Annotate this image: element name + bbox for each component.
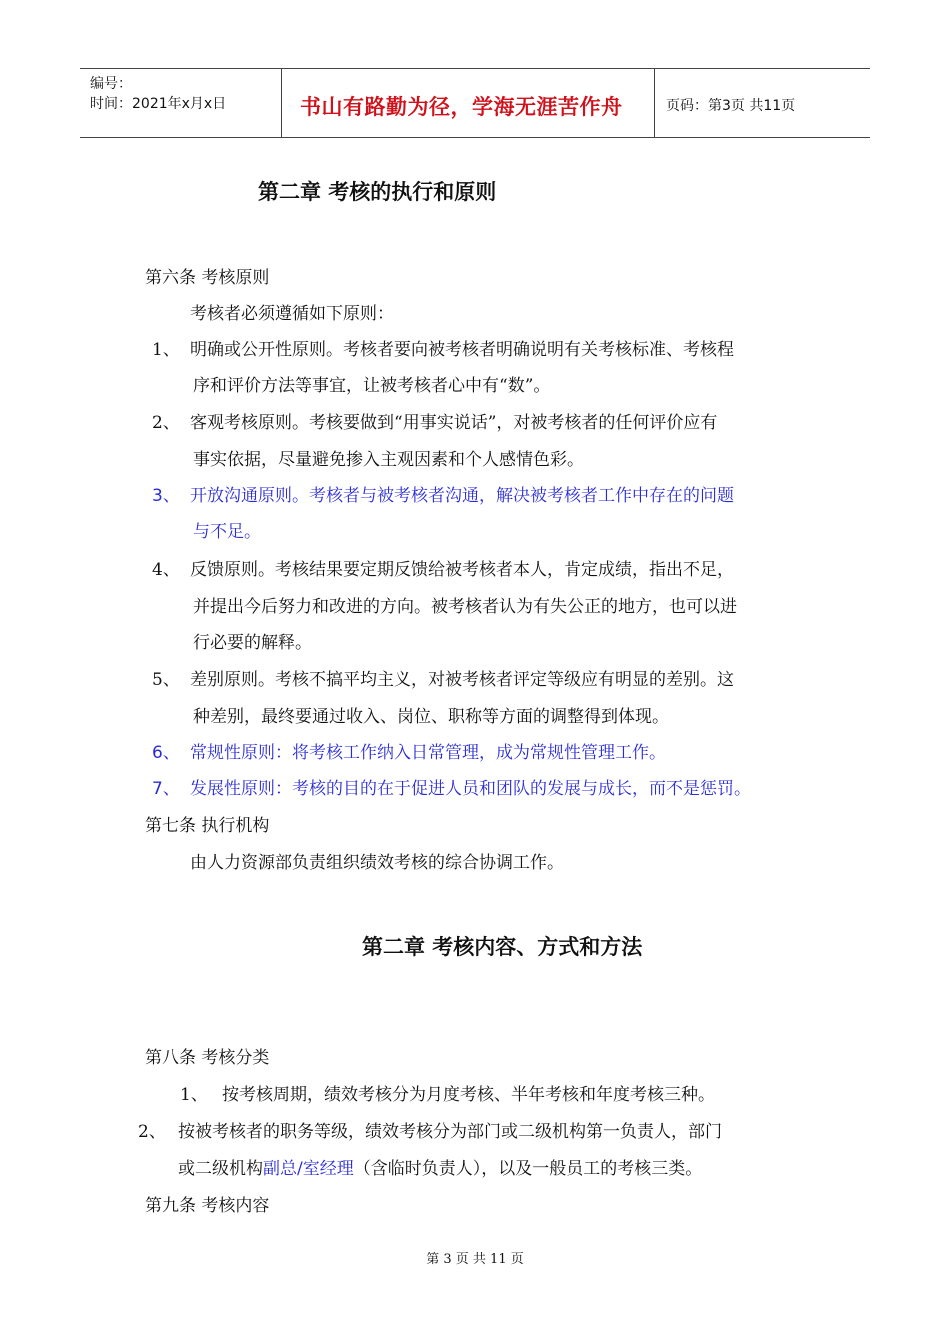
header-meta-cell [80,69,280,137]
list-item-number: 1、 [180,1085,208,1105]
list-item-text: 差别原则。考核不搞平均主义，对被考核者评定等级应有明显的差别。这 [190,670,734,690]
list-item-text: 与不足。 [193,522,261,542]
chapter-title: 第二章 考核内容、方式和方法 [362,935,643,959]
text-segment: 或二级机构 [178,1159,263,1179]
highlighted-term: 副总/室经理 [263,1159,354,1179]
list-item-text: 发展性原则：考核的目的在于促进人员和团队的发展与成长，而不是惩罚。 [190,779,751,799]
list-item-number: 1、 [152,340,180,360]
list-item-text: 反馈原则。考核结果要定期反馈给被考核者本人，肯定成绩，指出不足， [190,560,734,580]
list-item-number: 5、 [152,670,180,690]
list-item-text: 明确或公开性原则。考核者要向被考核者明确说明有关考核标准、考核程 [190,340,734,360]
list-item-number: 2、 [138,1122,166,1142]
document-number-label: 编号： [90,76,132,92]
list-item-number: 4、 [152,560,180,580]
list-item-text [178,1161,702,1178]
list-item-text: 客观考核原则。考核要做到“用事实说话”，对被考核者的任何评价应有 [190,413,718,433]
list-item-text: 种差别，最终要通过收入、岗位、职称等方面的调整得到体现。 [193,707,669,727]
list-item-number: 6、 [152,743,180,763]
list-item-text: 按被考核者的职务等级，绩效考核分为部门或二级机构第一负责人，部门 [178,1122,722,1142]
list-item-text: 按考核周期，绩效考核分为月度考核、半年考核和年度考核三种。 [222,1085,715,1105]
list-item-text: 并提出今后努力和改进的方向。被考核者认为有失公正的地方，也可以进 [193,597,737,617]
list-item-number: 7、 [152,779,180,799]
list-item-text: 行必要的解释。 [193,633,312,653]
article-6-intro: 考核者必须遵循如下原则： [190,304,394,324]
chapter-title: 第二章 考核的执行和原则 [258,180,497,204]
page-header [80,68,870,138]
list-item-number: 2、 [152,413,180,433]
header-page-cell [654,69,870,137]
article-7-body: 由人力资源部负责组织绩效考核的综合协调工作。 [190,853,564,873]
header-page-info: 页码：第3页 共11页 [666,98,796,114]
article-9-title: 第九条 考核内容 [145,1196,270,1216]
article-6-title: 第六条 考核原则 [145,268,270,288]
text-segment: （含临时负责人），以及一般员工的考核三类。 [353,1159,703,1179]
list-item-text: 常规性原则：将考核工作纳入日常管理，成为常规性管理工作。 [190,743,666,763]
list-item-text: 序和评价方法等事宜，让被考核者心中有“数”。 [193,376,551,396]
list-item-text: 开放沟通原则。考核者与被考核者沟通，解决被考核者工作中存在的问题 [190,486,734,506]
article-7-title: 第七条 执行机构 [145,816,270,836]
document-date: 时间：2021年x月x日 [90,96,227,112]
header-motto-cell [281,69,655,137]
list-item-number: 3、 [152,486,180,506]
list-item-text: 事实依据，尽量避免掺入主观因素和个人感情色彩。 [193,450,584,470]
page-footer: 第 3 页 共 11 页 [426,1252,524,1267]
article-8-title: 第八条 考核分类 [145,1048,270,1068]
header-motto: 书山有路勤为径，学海无涯苦作舟 [300,95,623,119]
